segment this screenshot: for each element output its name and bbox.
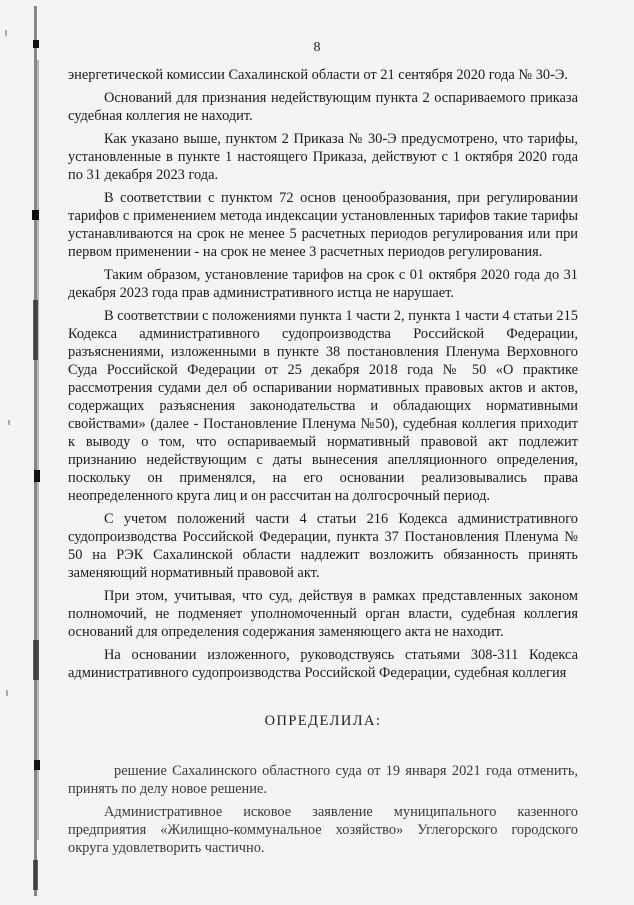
paragraph: Как указано выше, пунктом 2 Приказа № 30-Э предусмотрено, что тарифы, установленные в пункте 1 настоящего Приказа, действуют с 1 октября 2020 года по 31 декабря 2023 года. bbox=[68, 131, 578, 183]
paragraph: Оснований для признания недействующим пункта 2 оспариваемого приказа судебная коллегия не находит. bbox=[68, 90, 578, 124]
paragraph: На основании изложенного, руководствуясь статьями 308-311 Кодекса административного судопроизводства Российской Федерации, судебная коллегия bbox=[68, 647, 578, 681]
decision-paragraph: решение Сахалинского областного суда от 19 января 2021 года отменить, принять по делу новое решение. bbox=[68, 763, 578, 797]
section-heading: ОПРЕДЕЛИЛА: bbox=[264, 713, 382, 729]
scan-binding-edge bbox=[0, 0, 56, 905]
decision-paragraph: Административное исковое заявление муниципального казенного предприятия «Жилищно-коммунальное хозяйство» Углегорского городского округа удовлетворить частично. bbox=[68, 804, 578, 856]
page-number: 8 bbox=[313, 40, 321, 55]
paragraph: С учетом положений части 4 статьи 216 Кодекса административного судопроизводства Российской Федерации, пункта 37 Постановления Пленума № 50 на РЭК Сахалинской области надлежит возложить обязанность принять заменяющий нормативный правовой акт. bbox=[68, 511, 578, 581]
paragraph: В соответствии с положениями пункта 1 части 2, пункта 1 части 4 статьи 215 Кодекса административного судопроизводства Российской Федерации, разъяснениями, изложенными в пункте 38 постановления Пленума Верховного Суда Российской Федерации от 25 декабря 2018 года № 50 «О практике рассмотрения судами дел об оспаривании нормативных правовых актов и актов, содержащих разъяснения законодательства и обладающих нормативными свойствами» (далее - Постановление Пленума №50), судебная коллегия приходит к выводу о том, что оспариваемый нормативный правовой акт подлежит признанию недействующим с даты вынесения апелляционного определения, поскольку он применялся, на его основании реализовывались права неопределенного круга лиц и он рассчитан на долгосрочный период. bbox=[68, 308, 578, 504]
paragraph: энергетической комиссии Сахалинской области от 21 сентября 2020 года № 30-Э. bbox=[68, 67, 568, 83]
paragraph: Таким образом, установление тарифов на срок с 01 октября 2020 года до 31 декабря 2023 года прав административного истца не нарушает. bbox=[68, 267, 578, 301]
paragraph: В соответствии с пунктом 72 основ ценообразования, при регулировании тарифов с применением метода индексации установленных тарифов такие тарифы устанавливаются на срок не менее 5 расчетных периодов регулирования или при первом применении - на срок не менее 3 расчетных периодов регулирования. bbox=[68, 190, 578, 260]
document-body bbox=[68, 66, 578, 862]
paragraph: При этом, учитывая, что суд, действуя в рамках представленных законом полномочий, не подменяет уполномоченный орган власти, судебная коллегия оснований для определения содержания заменяющего акта не находит. bbox=[68, 588, 578, 640]
